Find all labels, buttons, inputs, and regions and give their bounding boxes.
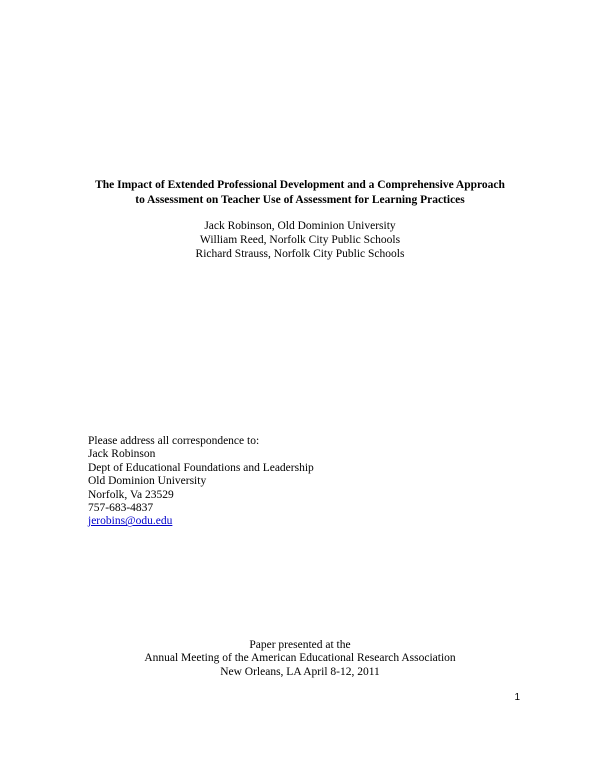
page-number: 1 xyxy=(514,692,520,703)
correspondence-block xyxy=(88,435,488,529)
presentation-line-3: New Orleans, LA April 8-12, 2011 xyxy=(220,665,380,678)
author-1: Jack Robinson, Old Dominion University xyxy=(204,220,396,232)
presentation-line-2: Annual Meeting of the American Educational Research Association xyxy=(144,652,456,665)
correspondence-intro: Please address all correspondence to: xyxy=(88,435,260,447)
author-2: William Reed, Norfolk City Public Schools xyxy=(199,234,401,246)
correspondence-institution: Old Dominion University xyxy=(88,475,207,488)
correspondence-name: Jack Robinson xyxy=(88,448,156,461)
correspondence-department: Dept of Educational Foundations and Leadership xyxy=(88,461,314,474)
paper-title-line-2: to Assessment on Teacher Use of Assessment for Learning Practices xyxy=(135,194,465,206)
presentation-line-1: Paper presented at the xyxy=(249,639,351,651)
correspondence-city: Norfolk, Va 23529 xyxy=(88,488,174,501)
correspondence-phone: 757-683-4837 xyxy=(88,502,154,515)
author-3: Richard Strauss, Norfolk City Public Schools xyxy=(195,248,405,260)
paper-title-line-1: The Impact of Extended Professional Development and a Comprehensive Approach xyxy=(95,179,505,191)
presentation-note xyxy=(0,639,600,679)
paper-title xyxy=(0,178,600,208)
correspondence-email-link[interactable]: jerobins@odu.edu xyxy=(88,515,173,528)
author-list xyxy=(0,219,600,261)
